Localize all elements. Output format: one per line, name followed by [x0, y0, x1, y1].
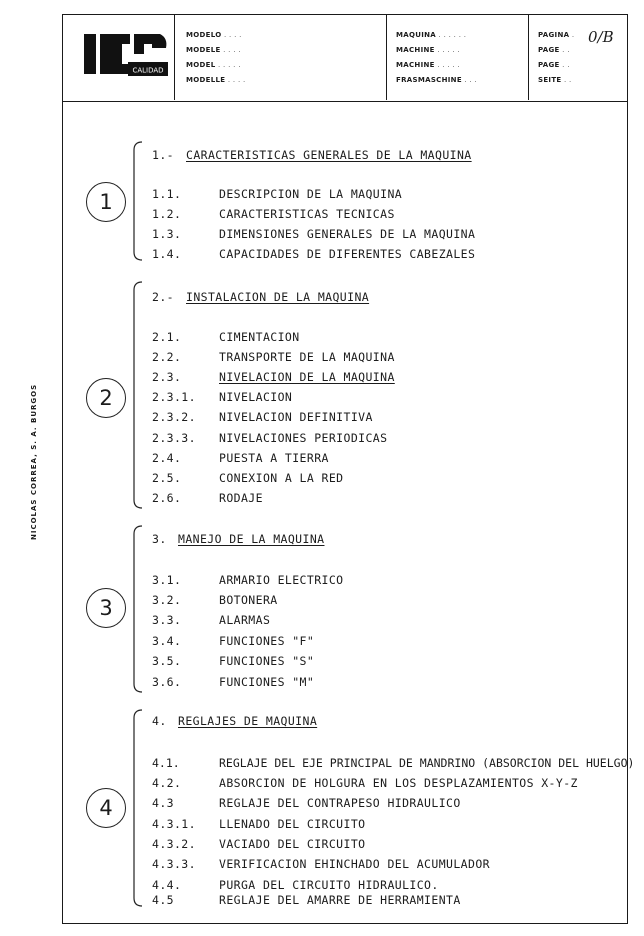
item-text: LLENADO DEL CIRCUITO: [219, 817, 366, 831]
item-number: 3.5.: [152, 654, 182, 668]
section-num: 2.-: [152, 290, 174, 304]
item-number: 4.3: [152, 796, 174, 810]
item-number: 3.2.: [152, 593, 182, 607]
item-number: 4.3.2.: [152, 837, 196, 851]
section-bracket: [128, 280, 142, 510]
item-text: CIMENTACION: [219, 330, 300, 344]
header-machine-column: MAQUINA . . . . . . MACHINE . . . . . MACHINE . . . . . FRASMASCHINE . . .: [396, 31, 478, 84]
item-number: 4.3.1.: [152, 817, 196, 831]
item-number: 1.2.: [152, 207, 182, 221]
company-side-text: NICOLAS CORREA, S. A. BURGOS: [30, 383, 38, 540]
label-maquina: MAQUINA: [396, 31, 436, 39]
item-number: 3.6.: [152, 675, 182, 689]
item-text: ALARMAS: [219, 613, 271, 627]
item-number: 4.3.3.: [152, 857, 196, 871]
item-text: BOTONERA: [219, 593, 278, 607]
section-number-circle: 3: [86, 588, 126, 628]
section-num: 3.: [152, 532, 167, 546]
label-modelo: MODELO: [186, 31, 222, 39]
item-number: 4.1.: [152, 756, 180, 770]
label-frasmaschine: FRASMASCHINE: [396, 76, 462, 84]
logo-text: CALIDAD: [132, 66, 164, 75]
item-text: DIMENSIONES GENERALES DE LA MAQUINA: [219, 227, 476, 241]
label-modele: MODELE: [186, 46, 221, 54]
section-bracket: [128, 524, 142, 694]
item-number: 2.6.: [152, 491, 182, 505]
label-page: PAGE: [538, 46, 560, 54]
item-text: NIVELACION DE LA MAQUINA: [219, 370, 395, 384]
item-number: 2.1.: [152, 330, 182, 344]
item-text: CAPACIDADES DE DIFERENTES CABEZALES: [219, 247, 476, 261]
item-text: REGLAJE DEL CONTRAPESO HIDRAULICO: [219, 796, 461, 810]
header-divider: [386, 14, 387, 100]
item-number: 1.1.: [152, 187, 182, 201]
section-num: 4.: [152, 714, 167, 728]
item-text: VERIFICACION EHINCHADO DEL ACUMULADOR: [219, 857, 490, 871]
item-text: REGLAJE DEL AMARRE DE HERRAMIENTA: [219, 893, 461, 907]
section-bracket: [128, 708, 142, 908]
item-text: FUNCIONES "S": [219, 654, 315, 668]
label-seite: SEITE: [538, 76, 562, 84]
label-page: PAGE: [538, 61, 560, 69]
item-number: 2.5.: [152, 471, 182, 485]
item-number: 4.4.: [152, 878, 182, 892]
item-number: 4.5: [152, 893, 174, 907]
item-number: 2.3.: [152, 370, 182, 384]
item-number: 2.4.: [152, 451, 182, 465]
header-divider: [174, 14, 175, 100]
company-logo: [82, 30, 170, 82]
item-text: NIVELACIONES PERIODICAS: [219, 431, 388, 445]
item-text: RODAJE: [219, 491, 263, 505]
item-number: 2.3.3.: [152, 431, 196, 445]
item-text: ARMARIO ELECTRICO: [219, 573, 344, 587]
section-title: REGLAJES DE MAQUINA: [178, 714, 318, 728]
label-model: MODEL: [186, 61, 216, 69]
item-text: FUNCIONES "M": [219, 675, 315, 689]
item-number: 1.4.: [152, 247, 182, 261]
item-text: NIVELACION: [219, 390, 293, 404]
item-number: 2.3.2.: [152, 410, 196, 424]
label-machine: MACHINE: [396, 46, 435, 54]
document-header: [62, 14, 628, 102]
item-number: 2.2.: [152, 350, 182, 364]
section-title: INSTALACION DE LA MAQUINA: [186, 290, 370, 304]
item-text: CONEXION A LA RED: [219, 471, 344, 485]
header-page-column: PAGINA . PAGE . . PAGE . . SEITE . .: [538, 31, 575, 84]
item-number: 4.2.: [152, 776, 182, 790]
item-text: PUESTA A TIERRA: [219, 451, 329, 465]
section-number-circle: 4: [86, 788, 126, 828]
item-number: 3.1.: [152, 573, 182, 587]
item-text: NIVELACION DEFINITIVA: [219, 410, 373, 424]
section-number-circle: 2: [86, 378, 126, 418]
item-number: 2.3.1.: [152, 390, 196, 404]
item-text: ABSORCION DE HOLGURA EN LOS DESPLAZAMIENTOS X-Y-Z: [219, 776, 578, 790]
label-machine: MACHINE: [396, 61, 435, 69]
item-number: 3.3.: [152, 613, 182, 627]
item-text: PURGA DEL CIRCUITO HIDRAULICO.: [219, 878, 439, 892]
section-title: MANEJO DE LA MAQUINA: [178, 532, 325, 546]
section-bracket: [128, 140, 142, 262]
page-number: 0/B: [588, 28, 614, 46]
section-title: CARACTERISTICAS GENERALES DE LA MAQUINA: [186, 148, 472, 162]
item-text: REGLAJE DEL EJE PRINCIPAL DE MANDRINO (ABSORCION DEL HUELGO): [219, 756, 635, 770]
header-model-column: MODELO . . . . MODELE . . . . MODEL . . . . . MODELLE . . . .: [186, 31, 246, 84]
item-text: TRANSPORTE DE LA MAQUINA: [219, 350, 395, 364]
label-pagina: PAGINA: [538, 31, 570, 39]
section-number-circle: 1: [86, 182, 126, 222]
section-num: 1.-: [152, 148, 174, 162]
item-text: CARACTERISTICAS TECNICAS: [219, 207, 395, 221]
item-text: FUNCIONES "F": [219, 634, 315, 648]
header-divider: [528, 14, 529, 100]
item-text: DESCRIPCION DE LA MAQUINA: [219, 187, 403, 201]
item-number: 3.4.: [152, 634, 182, 648]
item-text: VACIADO DEL CIRCUITO: [219, 837, 366, 851]
item-number: 1.3.: [152, 227, 182, 241]
label-modelle: MODELLE: [186, 76, 226, 84]
